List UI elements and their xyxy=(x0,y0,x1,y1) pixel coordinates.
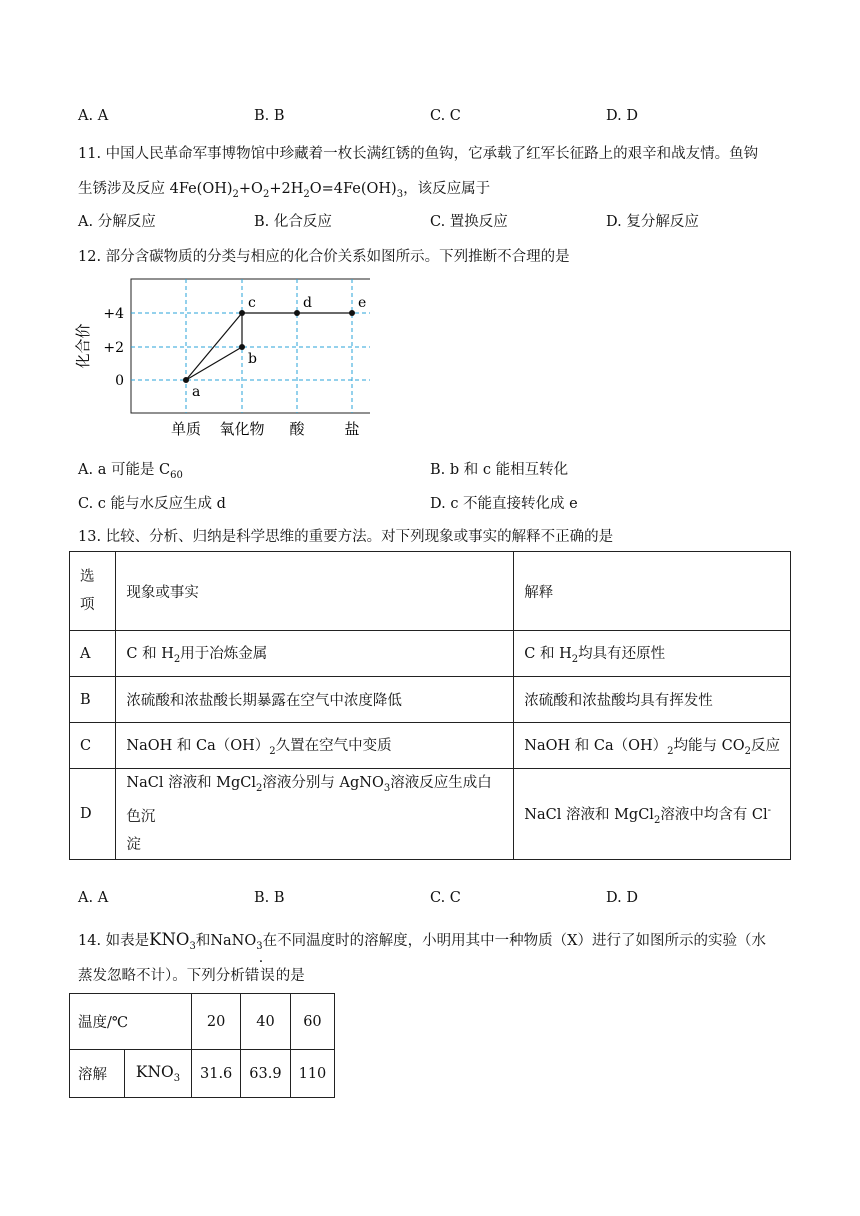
table-row: A C 和 $H_2$用于冶炼金属 C 和 $H_2$均具有还原性 xyxy=(70,631,791,677)
point-e xyxy=(349,310,355,316)
q10-option-b: B. B xyxy=(254,108,285,124)
q13-header-fact: 现象或事实 xyxy=(116,552,514,631)
q10-option-c: C. C xyxy=(430,108,461,124)
q12-stem: 12. 部分含碳物质的分类与相应的化合价关系如图所示。下列推断不合理的是 xyxy=(78,249,570,265)
link-a-b xyxy=(186,347,242,380)
q13-header-row xyxy=(70,552,791,631)
xtick-yanghuawu: 氧化物 xyxy=(219,420,265,438)
ytick-plus4: +4 xyxy=(103,306,124,322)
label-e: e xyxy=(358,295,367,311)
q13-table xyxy=(69,551,791,860)
table-row: 溶解 $KNO_3$ 31.6 63.9 110 xyxy=(70,1050,335,1098)
label-b: b xyxy=(248,351,257,367)
q14-solubility-table xyxy=(69,993,335,1098)
label-c: c xyxy=(248,295,256,311)
q11-stem-line1: 11. 中国人民革命军事博物馆中珍藏着一枚长满红锈的鱼钩，它承载了红军长征路上的艰辛和战友情。鱼钩 xyxy=(78,146,759,162)
y-axis-title: 化合价 xyxy=(74,323,92,369)
q12-option-d: D. c 不能直接转化成 e xyxy=(430,496,578,512)
table-row: 温度/℃ 20 40 60 xyxy=(70,994,335,1050)
label-d: d xyxy=(303,295,312,311)
table-row: B 浓硫酸和浓盐酸长期暴露在空气中浓度降低 浓硫酸和浓盐酸均具有挥发性 xyxy=(70,677,791,723)
q12-option-c: C. c 能与水反应生成 d xyxy=(78,496,226,512)
q10-option-d: D. D xyxy=(606,108,638,124)
xtick-yan: 盐 xyxy=(344,420,360,438)
q13-header-option: 选 项 xyxy=(70,552,116,631)
q13-header-explanation: 解释 xyxy=(514,552,791,631)
q13-option-d: D. D xyxy=(606,890,638,906)
q11-option-b: B. 化合反应 xyxy=(254,214,332,230)
point-a xyxy=(183,377,189,383)
table-row: C NaOH 和 $Ca(OH)_2$久置在空气中变质 NaOH 和 $Ca(OH)_2$均能与 $CO_2$反应 xyxy=(70,723,791,769)
q13-option-a: A. A xyxy=(78,890,109,906)
q14-stem-line1: 14. 如表是$KNO_3$和NaNO$_3$在不同温度时的溶解度，小明用其中一种物质（X）进行了如图所示的实验（水 xyxy=(78,930,766,952)
solubility-label: 溶解 xyxy=(70,1050,125,1098)
point-c xyxy=(239,310,245,316)
q11-stem-line2: 生锈涉及反应 $4Fe(OH)_2+O_2+2H_2O=4Fe(OH)_3$，该反应属于 xyxy=(78,181,491,200)
label-a: a xyxy=(192,384,201,400)
q12-option-b: B. b 和 c 能相互转化 xyxy=(430,462,569,478)
q11-option-a: A. 分解反应 xyxy=(78,214,156,230)
carbon-valence-chart xyxy=(70,270,370,445)
temp-label: 温度/℃ xyxy=(70,994,192,1050)
point-d xyxy=(294,310,300,316)
substance-kno3: $KNO_3$ xyxy=(125,1050,192,1098)
xtick-suan: 酸 xyxy=(289,420,305,438)
q14-stem-line2: 蒸发忽略不计）。下列分析错误的是 xyxy=(78,968,305,984)
ytick-zero: 0 xyxy=(115,373,124,389)
q11-option-c: C. 置换反应 xyxy=(430,214,508,230)
q13-option-b: B. B xyxy=(254,890,285,906)
point-b xyxy=(239,344,245,350)
q11-option-d: D. 复分解反应 xyxy=(606,214,699,230)
q13-option-c: C. C xyxy=(430,890,461,906)
q12-option-a: A. a 可能是 $C_{60}$ xyxy=(78,462,183,481)
xtick-danzhi: 单质 xyxy=(170,420,202,438)
ytick-plus2: +2 xyxy=(103,340,124,356)
q13-stem: 13. 比较、分析、归纳是科学思维的重要方法。对下列现象或事实的解释不正确的是 xyxy=(78,529,614,545)
q10-option-a: A. A xyxy=(78,108,109,124)
emphasis-wrong: 错误 xyxy=(244,968,276,984)
table-row: D NaCl 溶液和 MgCl$_2$溶液分别与 AgNO$_3$溶液反应生成白色沉 淀 NaCl 溶液和 MgCl$_2$溶液中均含有 Cl- xyxy=(70,769,791,860)
